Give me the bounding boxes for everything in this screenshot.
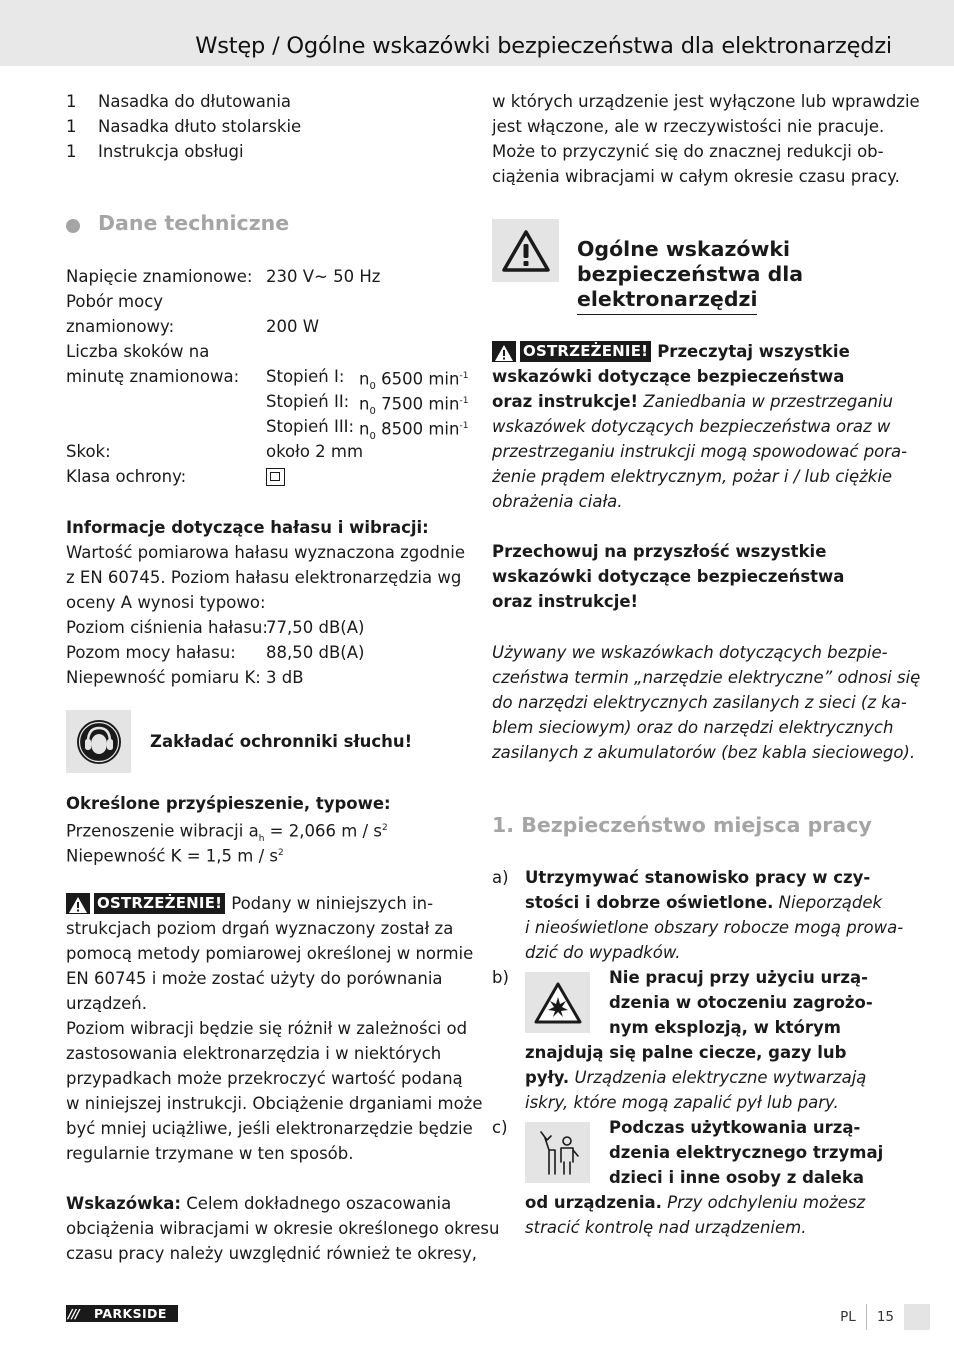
page-tab — [904, 1304, 930, 1330]
keep-children-away-icon — [535, 1128, 581, 1178]
divider — [866, 1304, 867, 1330]
ear-protection-icon — [75, 718, 123, 766]
vibration-warning: OSTRZEŻENIE! Podany w niniejszych in- — [66, 891, 433, 916]
language-code: PL — [840, 1308, 856, 1325]
keep-children-away-box — [525, 1122, 590, 1183]
page-number: 15 — [876, 1308, 894, 1325]
warning-badge: OSTRZEŻENIE! — [66, 893, 225, 914]
parkside-logo: /// PARKSIDE — [66, 1305, 178, 1322]
warning-badge: OSTRZEŻENIE! — [492, 341, 651, 362]
noise-heading: Informacje dotyczące hałasu i wibracji: — [66, 518, 429, 537]
safety-heading: Ogólne wskazówki bezpieczeństwa dla elektronarzędzi — [577, 237, 803, 315]
safety-warning-box — [492, 219, 559, 282]
tech-data-heading: Dane techniczne — [98, 211, 290, 235]
workplace-heading: 1. Bezpieczeństwo miejsca pracy — [492, 813, 872, 837]
explosion-hazard-icon — [533, 981, 583, 1025]
page-number-block — [840, 1304, 930, 1330]
ear-protection-text: Zakładać ochronniki słuchu! — [150, 732, 413, 751]
warning-triangle-icon — [492, 341, 516, 362]
general-warning: OSTRZEŻENIE! Przeczytaj wszystkie — [492, 339, 850, 364]
term-definition: Używany we wskazówkach dotyczących bezpie- — [492, 643, 888, 662]
ear-protection-box — [66, 710, 131, 773]
keep-instructions: Przechowuj na przyszłość wszystkie — [492, 542, 827, 561]
page-title: Wstęp / Ogólne wskazówki bezpieczeństwa dla elektronarzędzi — [195, 33, 892, 59]
warning-triangle-icon — [501, 229, 551, 273]
protection-class-icon — [266, 468, 285, 486]
explosion-hazard-box — [525, 972, 590, 1033]
section-bullet-icon — [66, 219, 80, 233]
page-header — [0, 0, 954, 66]
acceleration-heading: Określone przyśpieszenie, typowe: — [66, 794, 391, 813]
warning-triangle-icon — [66, 893, 90, 914]
hint-paragraph: Wskazówka: Celem dokładnego oszacowania — [66, 1194, 452, 1213]
